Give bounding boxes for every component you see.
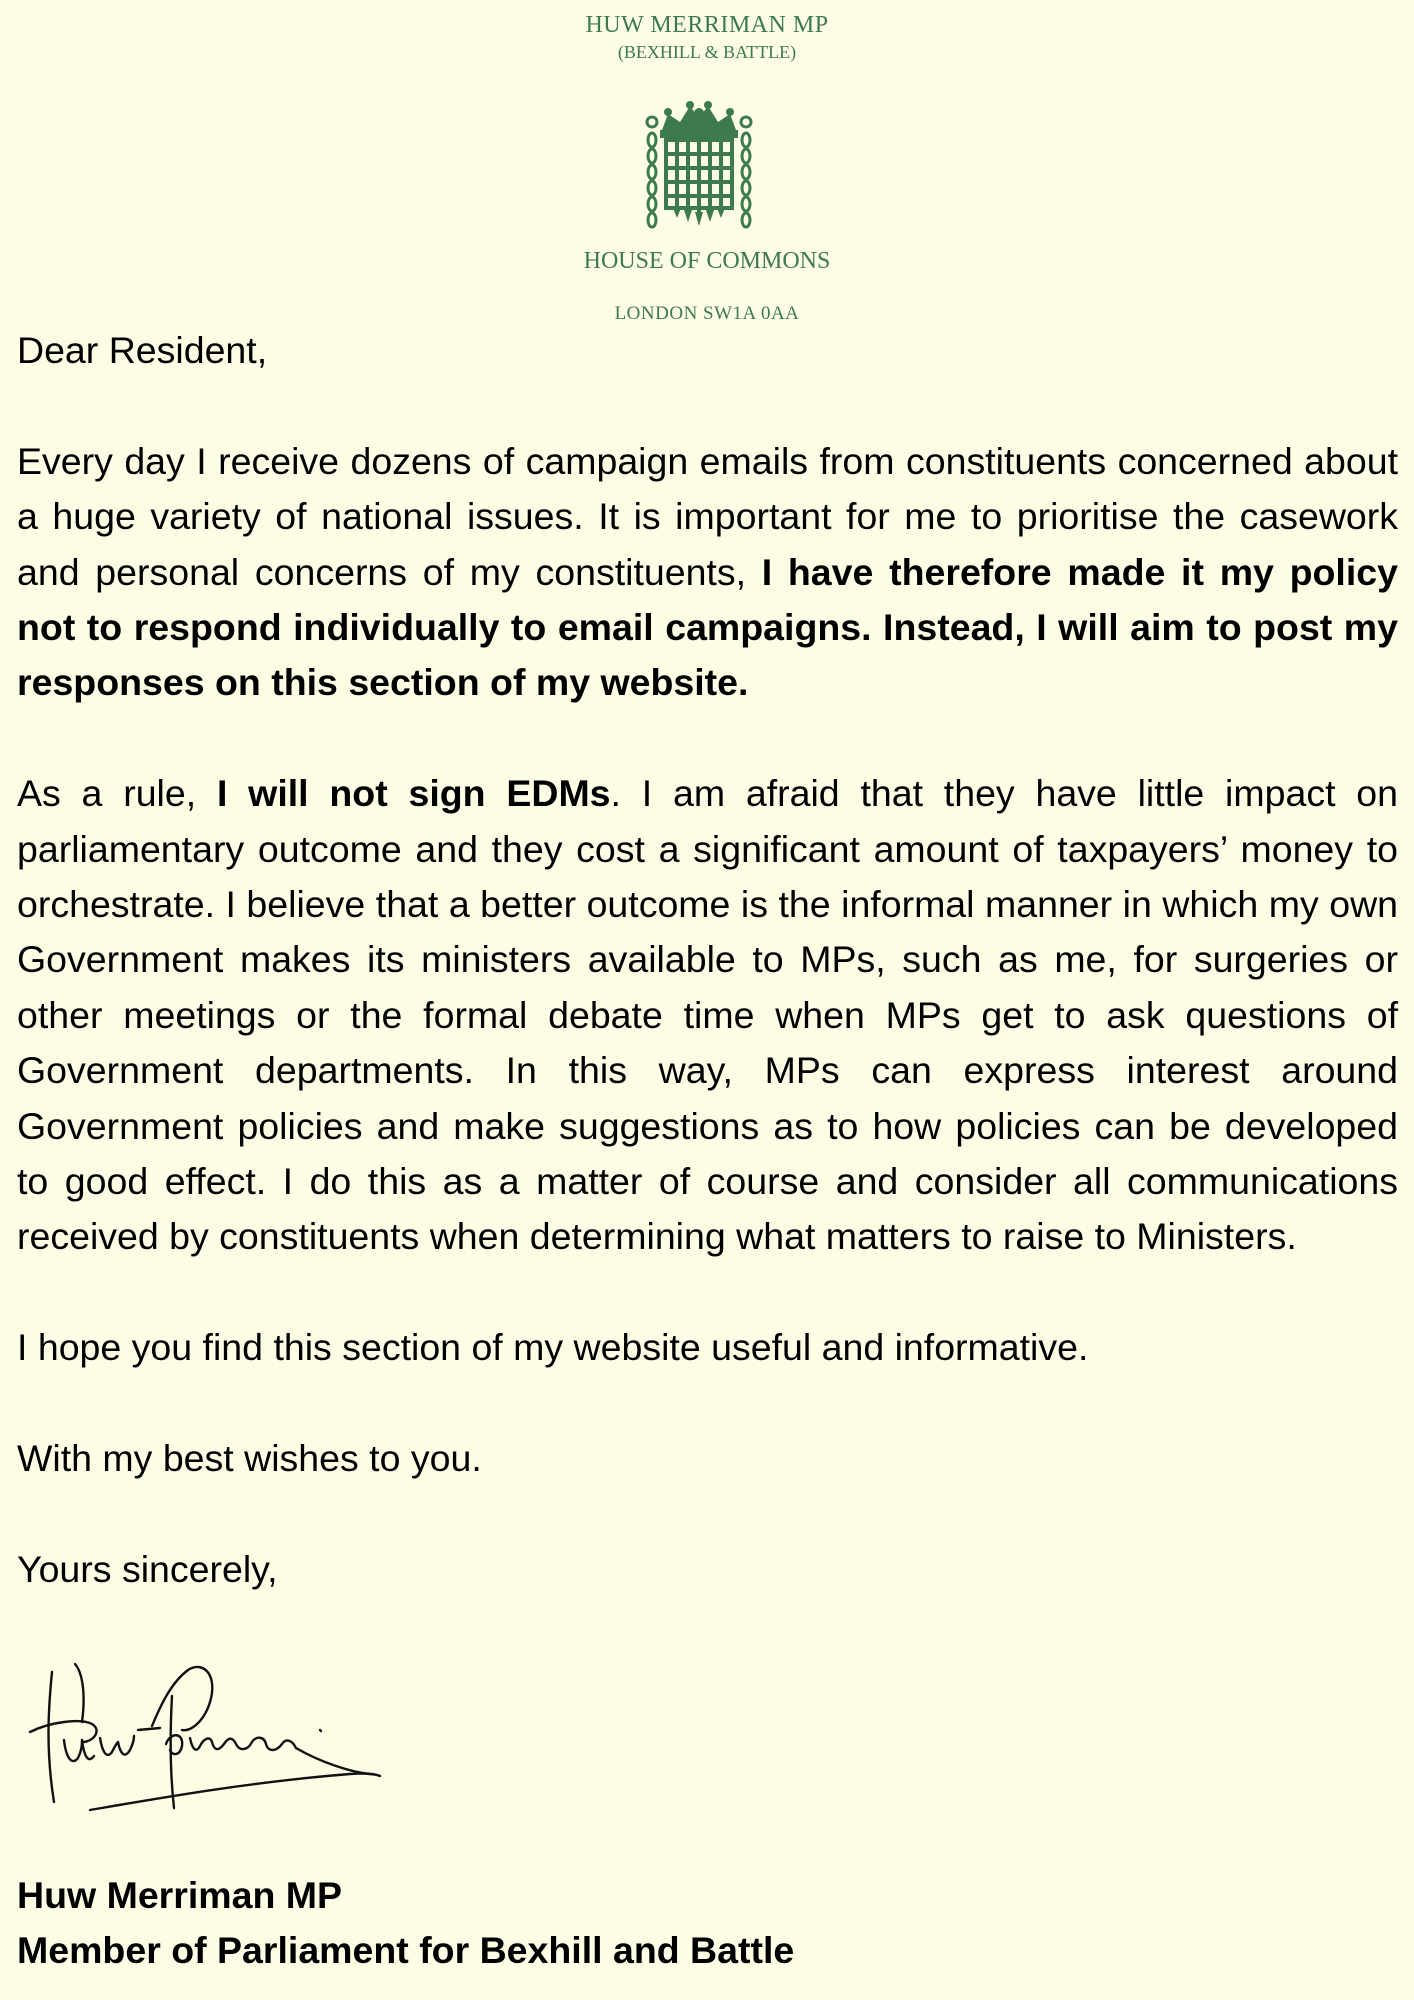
paragraph-text: As a rule, [17, 772, 217, 815]
greeting: Dear Resident, [17, 329, 268, 371]
paragraph-edms [17, 766, 1398, 1265]
signer-name: Huw Merriman MP [17, 1874, 343, 1916]
handwritten-signature [20, 1652, 390, 1822]
paragraph-hope: I hope you find this section of my website useful and informative. [17, 1326, 1089, 1369]
portcullis-icon [640, 100, 758, 236]
paragraph-best-wishes: With my best wishes to you. [17, 1437, 482, 1480]
paragraph-text: . I am afraid that they have little impact on parliamentary outcome and they cost a significant amount of taxpayers’ money to orchestrate. I believe that a better outcome is the informal manner in which my own Government makes its ministers available to MPs, such as me, for surgeries or other meetings or the formal debate time when MPs get to ask questions of Government departments. In this way, MPs can express interest around Government policies and make suggestions as to how policies can be developed to good effect. I do this as a matter of course and consider all communications received by constituents when determining what matters to raise to Ministers. [17, 772, 1399, 1258]
closing: Yours sincerely, [17, 1547, 278, 1590]
signoff [17, 1868, 794, 1979]
letterhead-constituency: (BEXHILL & BATTLE) [617, 42, 797, 62]
signer-title: Member of Parliament for Bexhill and Battle [17, 1929, 795, 1972]
paragraph-text: Every day I receive dozens of campaign emails from constituents concerned about a huge variety of national issues. It is important for me to prioritise the casework and personal concerns of my constituents, [17, 439, 1398, 593]
letterhead-mp-name: HUW MERRIMAN MP [585, 12, 829, 38]
letterhead-house: HOUSE OF COMMONS [583, 248, 831, 274]
letterhead-address: LONDON SW1A 0AA [614, 303, 800, 324]
paragraph-campaign-emails [17, 434, 1398, 711]
paragraph-bold-text: I will not sign EDMs [216, 772, 611, 815]
paragraph-bold-text: I have therefore made it my policy not to respond individually to email campaigns. Instead, I will aim to post my responses on this section of my website. [17, 550, 1398, 704]
letter-body [17, 323, 1398, 1653]
